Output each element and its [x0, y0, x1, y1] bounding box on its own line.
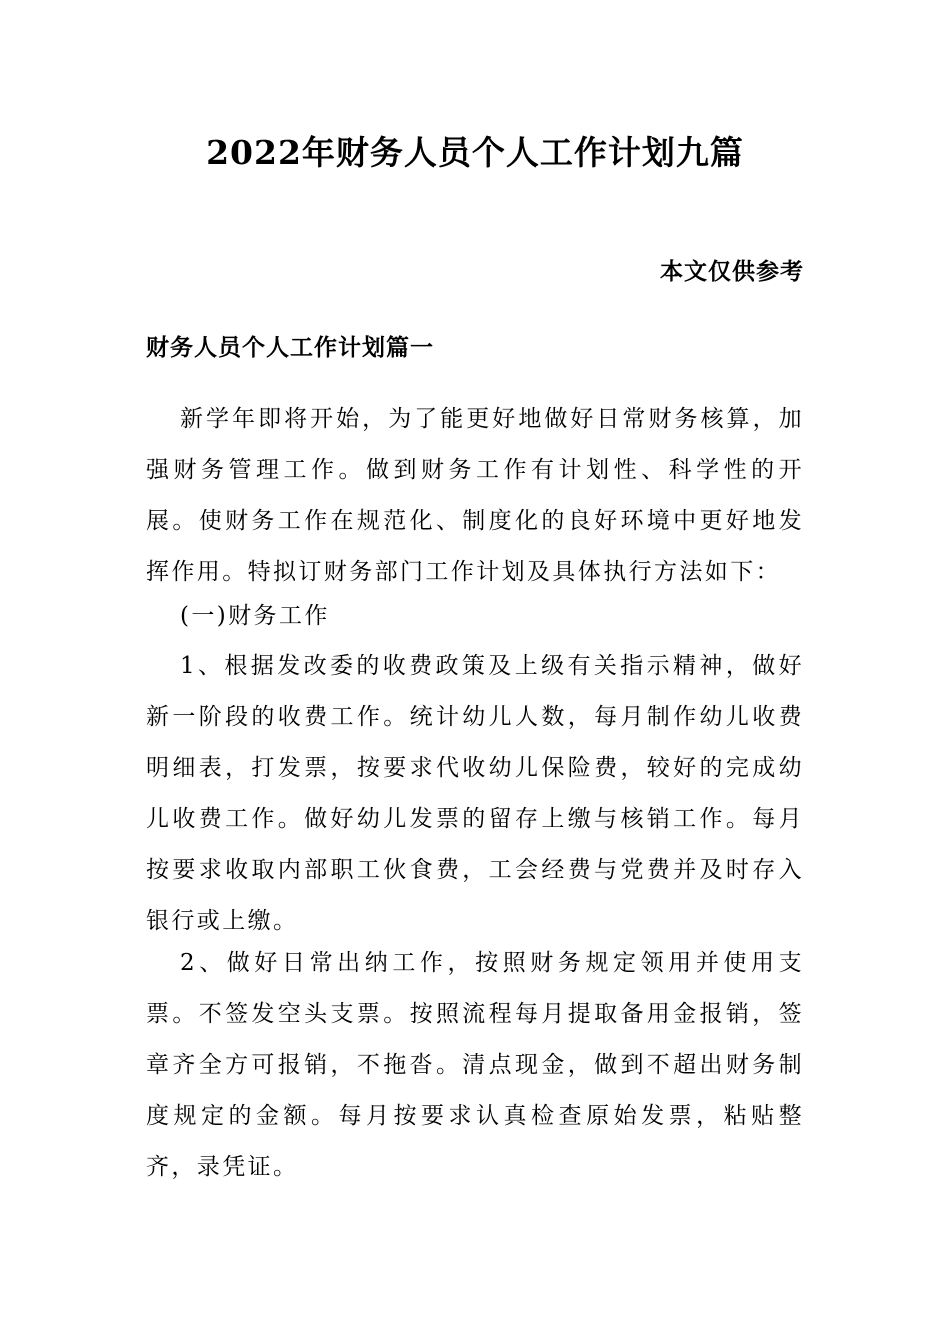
reference-note: 本文仅供参考: [660, 258, 804, 285]
document-title: 2022年财务人员个人工作计划九篇: [206, 133, 744, 172]
paragraph-subheading: (一)财务工作: [180, 603, 330, 629]
paragraph-item-2: 2、做好日常出纳工作，按照财务规定领用并使用支票。不签发空头支票。按照流程每月提取备用金报销，签章齐全方可报销，不拖沓。清点现金，做到不超出财务制度规定的金额。每月按要求认真检查原始发票，粘贴整齐，录凭证。: [146, 950, 804, 1180]
paragraph-item-1: 1、根据发改委的收费政策及上级有关指示精神，做好新一阶段的收费工作。统计幼儿人数，每月制作幼儿收费明细表，打发票，按要求代收幼儿保险费，较好的完成幼儿收费工作。做好幼儿发票的留存上缴与核销工作。每月按要求收取内部职工伙食费，工会经费与党费并及时存入银行或上缴。: [146, 653, 804, 934]
paragraph-intro: 新学年即将开始，为了能更好地做好日常财务核算，加强财务管理工作。做到财务工作有计划性、科学性的开展。使财务工作在规范化、制度化的良好环境中更好地发挥作用。特拟订财务部门工作计划及具体执行方法如下：: [146, 406, 804, 585]
section-heading: 财务人员个人工作计划篇一: [146, 334, 434, 361]
